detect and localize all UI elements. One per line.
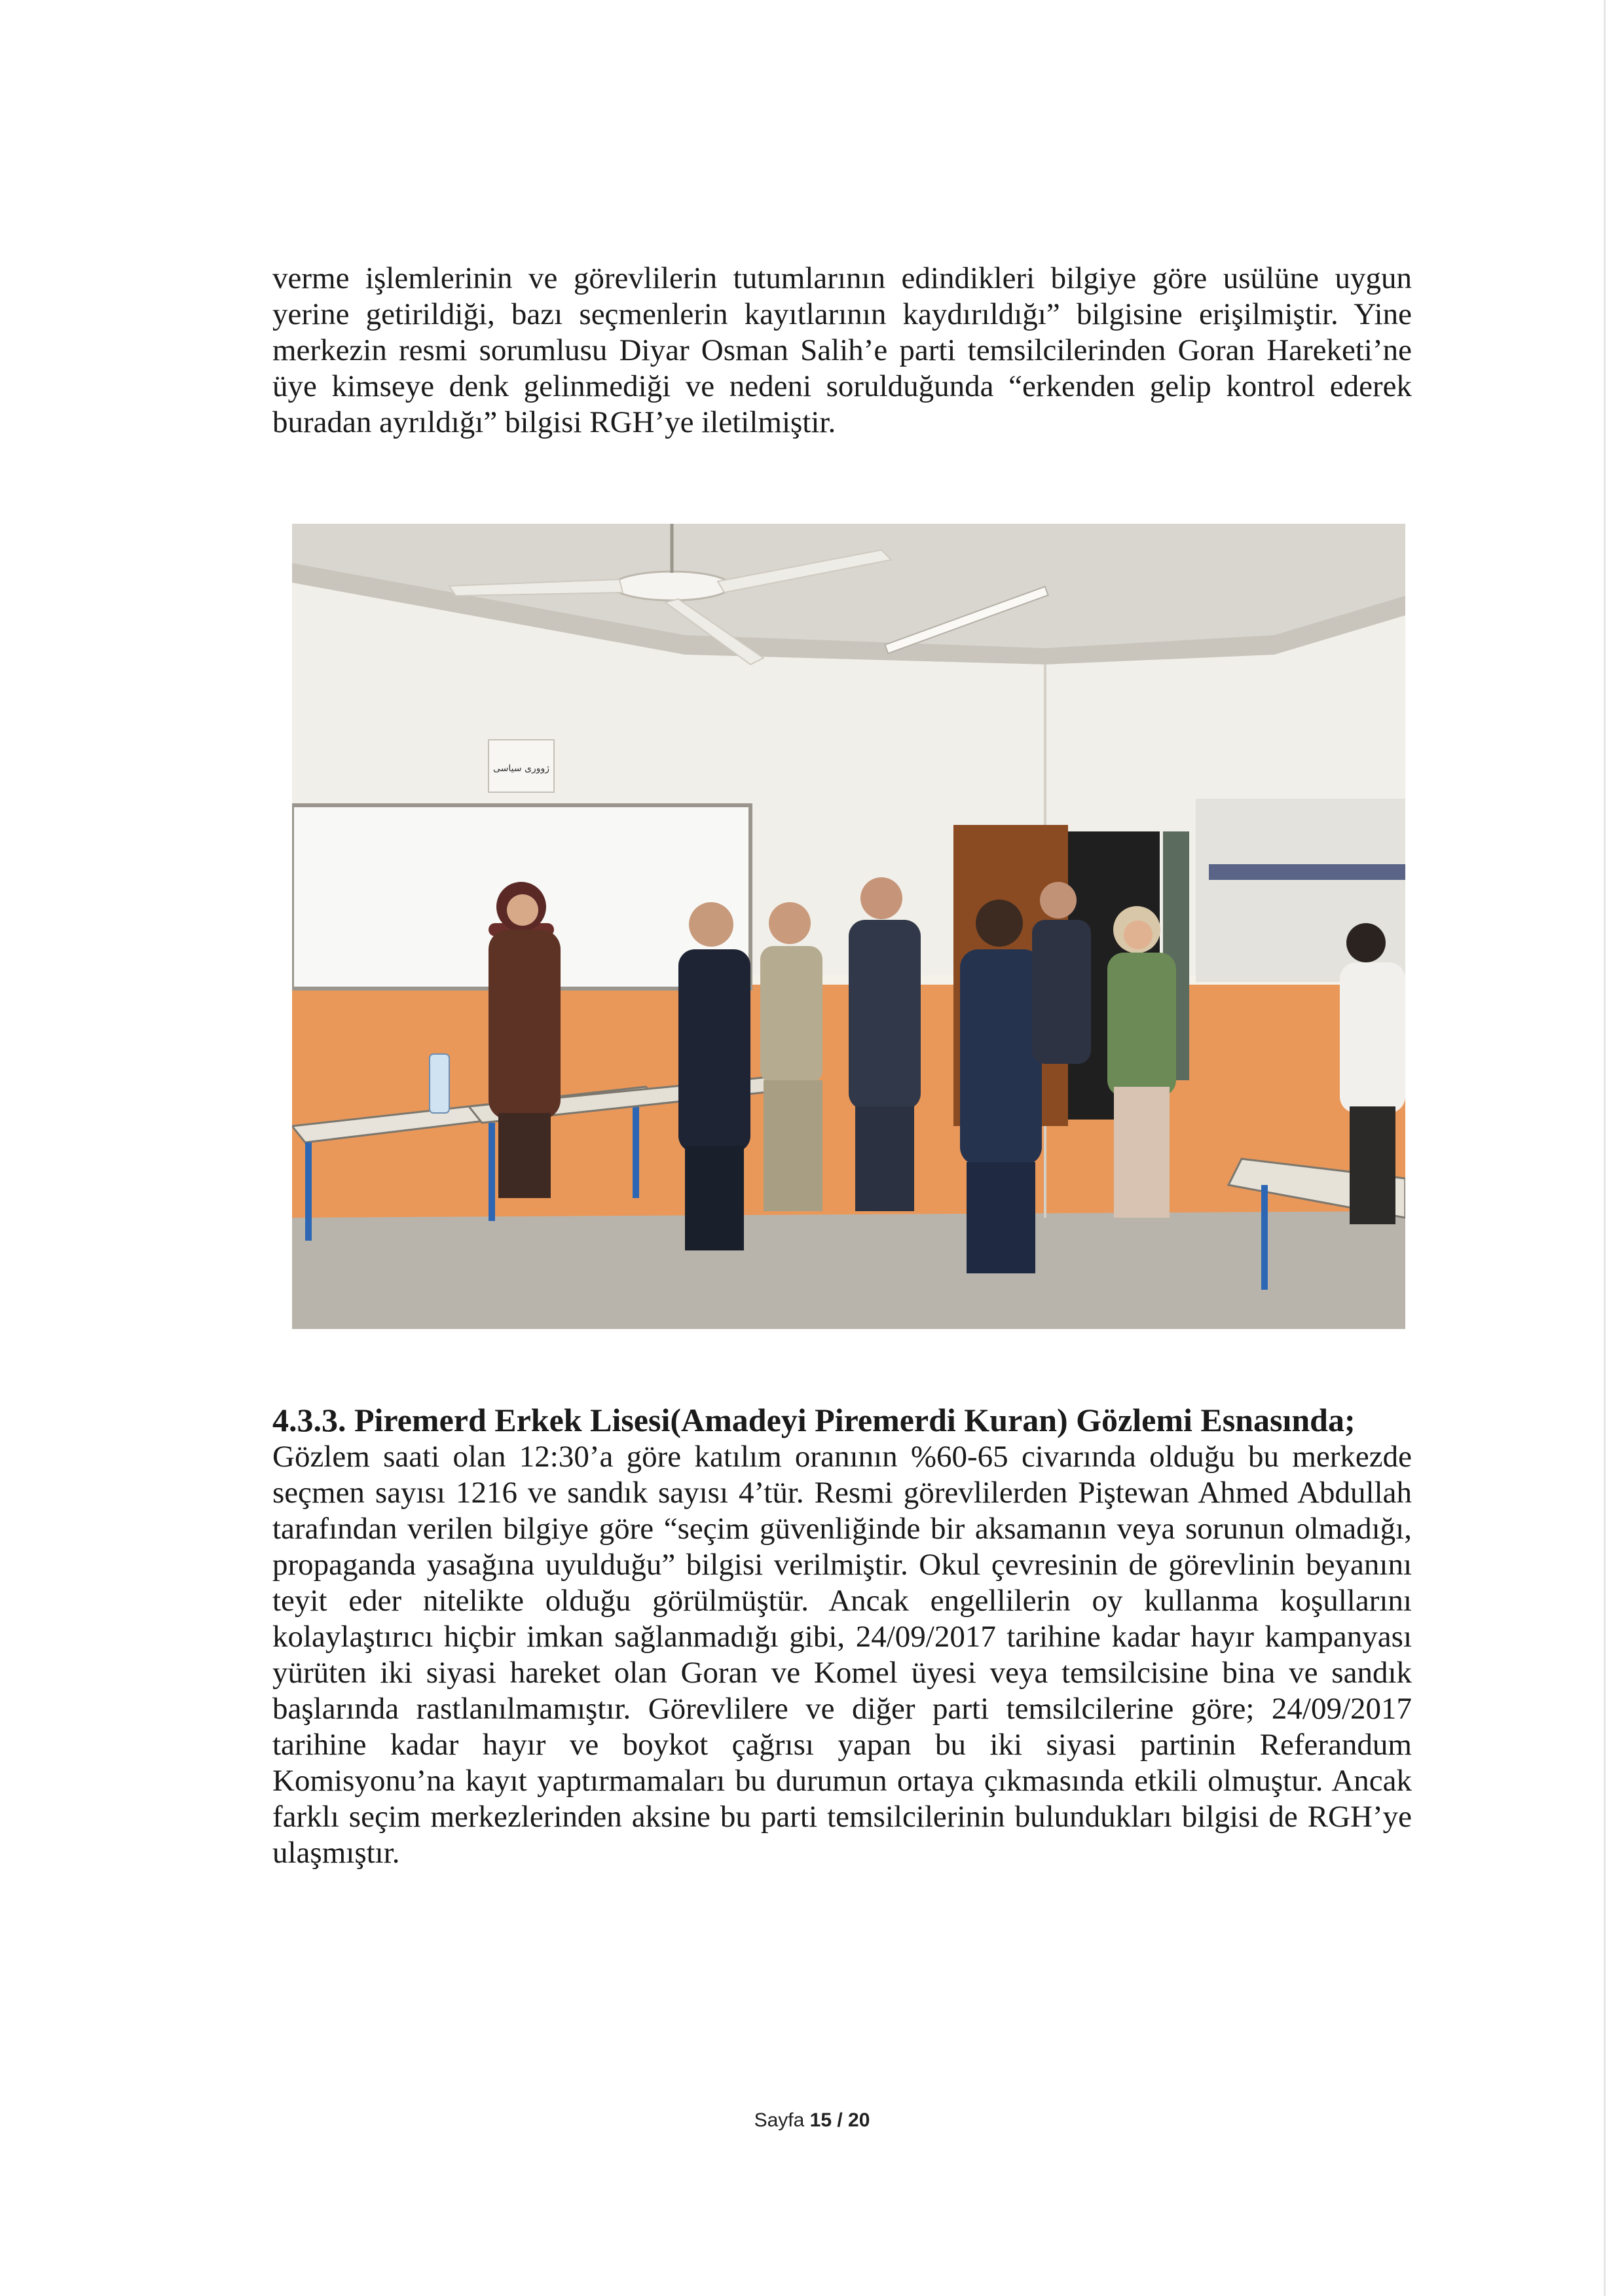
page-label: Sayfa (754, 2109, 810, 2131)
page-separator: / (832, 2109, 849, 2131)
page-footer (0, 2109, 1624, 2132)
page-edge (1604, 0, 1606, 2296)
wall-sign-text: ژووری سیاسی (492, 763, 550, 774)
section-heading: 4.3.3. Piremerd Erkek Lisesi(Amadeyi Piremerdi Kuran) Gözlemi Esnasında; (272, 1402, 1356, 1438)
paragraph-1: verme işlemlerinin ve görevlilerin tutumlarının edindikleri bilgiye göre usülüne uygun yerine getirildiği, bazı seçmenlerin kayıtlarının kaydırıldığı” bilgisine erişilmiştir. Yine merkezin resmi sorumlusu Diyar Osman Salih’e parti temsilcilerinden Goran Hareketi’ne üye kimseye denk gelinmediği ve nedeni sorulduğunda “erkenden gelip kontrol ederek buradan ayrıldığı” bilgisi RGH’ye iletilmiştir. (272, 261, 1412, 439)
page-total: 20 (848, 2109, 870, 2131)
page-current: 15 (809, 2109, 832, 2131)
classroom-photo (292, 524, 1405, 1329)
paragraph-2: Gözlem saati olan 12:30’a göre katılım oranının %60-65 civarında olduğu bu merkezde seçmen sayısı 1216 ve sandık sayısı 4’tür. Resmi görevlilerden Piştewan Ahmed Abdullah tarafından verilen bilgiye göre “seçim güvenliğinde bir aksamanın veya sorunun olmadığı, propaganda yasağına uyulduğu” bilgisi verilmiştir. Okul çevresinin de görevlinin beyanını teyit eder nitelikte olduğu görülmüştür. Ancak engellilerin oy kullanma koşullarını kolaylaştırıcı hiçbir imkan sağlanmadığı gibi, 24/09/2017 tarihine kadar hayır kampanyası yürüten iki siyasi hareket olan Goran ve Komel üyesi veya temsilcisine bina ve sandık başlarında rastlanılmamıştır. Görevlilere ve diğer parti temsilcilerine göre; 24/09/2017 tarihine kadar hayır ve boykot çağrısı yapan bu iki siyasi partinin Referandum Komisyonu’na kayıt yaptırmamaları bu durumun ortaya çıkmasında etkili olmuştur. Ancak farklı seçim merkezlerinden aksine bu parti temsilcilerinin bulundukları bilgisi de RGH’ye ulaşmıştır. (272, 1440, 1412, 1870)
